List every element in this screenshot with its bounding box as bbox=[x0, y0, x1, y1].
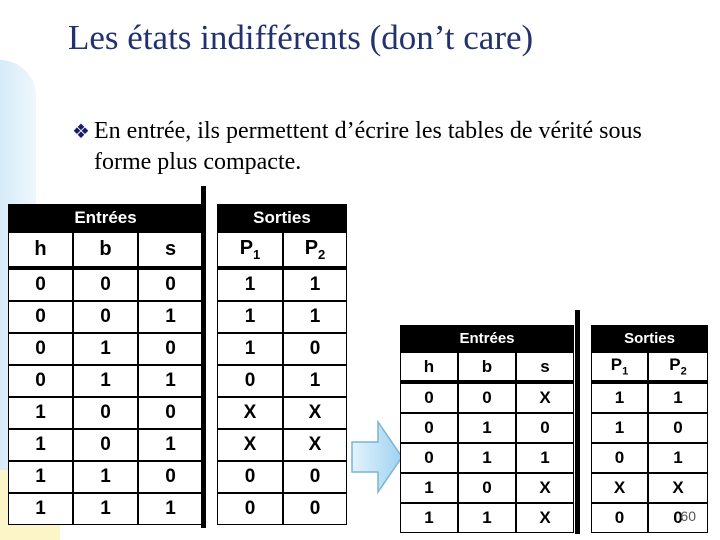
table-cell: 0 bbox=[217, 461, 283, 493]
column-header: $P_1$ bbox=[217, 232, 283, 269]
table-cell: 0 bbox=[283, 461, 347, 493]
group-header-outputs: Sorties bbox=[591, 325, 708, 352]
column-header: b bbox=[73, 232, 138, 269]
group-header-outputs: Sorties bbox=[217, 204, 347, 232]
column-header: $P_2$ bbox=[283, 232, 347, 269]
table-cell: 0 bbox=[8, 333, 73, 365]
table-row bbox=[8, 461, 347, 493]
table-cell: 1 bbox=[138, 429, 203, 461]
column-header: $P_2$ bbox=[648, 352, 708, 383]
table-cell: 1 bbox=[8, 461, 73, 493]
column-header: $P_1$ bbox=[591, 352, 648, 383]
table-cell: 1 bbox=[217, 333, 283, 365]
table-cell: 0 bbox=[400, 383, 458, 413]
table-cell: 1 bbox=[400, 503, 458, 533]
table-row bbox=[8, 333, 347, 365]
table-cell: 0 bbox=[516, 413, 574, 443]
table-cell: X bbox=[591, 473, 648, 503]
table-cell: 0 bbox=[217, 365, 283, 397]
table-cell: X bbox=[217, 397, 283, 429]
column-header: h bbox=[8, 232, 73, 269]
table-cell: 1 bbox=[458, 413, 516, 443]
bullet-text: En entrée, ils permettent d’écrire les tables de vérité sous forme plus compacte. bbox=[94, 118, 642, 175]
diamond-bullet-icon: ❖ bbox=[72, 121, 90, 143]
table-cell: 0 bbox=[648, 413, 708, 443]
table-cell: 0 bbox=[458, 473, 516, 503]
table-cell: 1 bbox=[283, 269, 347, 301]
table-row bbox=[8, 493, 347, 525]
table-row bbox=[400, 503, 708, 533]
table-cell: 1 bbox=[648, 443, 708, 473]
table-cell: X bbox=[648, 473, 708, 503]
table-cell: 0 bbox=[8, 269, 73, 301]
table-cell: 1 bbox=[73, 461, 138, 493]
table-cell: 0 bbox=[73, 301, 138, 333]
page-number: 60 bbox=[680, 508, 696, 524]
table-cell: 1 bbox=[283, 365, 347, 397]
table-row bbox=[400, 383, 708, 413]
table-cell: 0 bbox=[283, 333, 347, 365]
table-cell: 0 bbox=[400, 443, 458, 473]
table-row bbox=[8, 429, 347, 461]
table-cell: 1 bbox=[8, 429, 73, 461]
table-cell: 1 bbox=[8, 397, 73, 429]
table-cell: X bbox=[217, 429, 283, 461]
table-cell: 0 bbox=[8, 301, 73, 333]
group-header-inputs: Entrées bbox=[8, 204, 203, 232]
table-cell: 0 bbox=[458, 383, 516, 413]
table-cell: 0 bbox=[591, 443, 648, 473]
table-cell: 1 bbox=[591, 413, 648, 443]
table-row bbox=[8, 397, 347, 429]
table-divider-line bbox=[575, 310, 580, 534]
table-divider-line bbox=[201, 186, 206, 528]
table-row bbox=[8, 365, 347, 397]
table-cell: 1 bbox=[283, 301, 347, 333]
table-cell: 0 bbox=[138, 269, 203, 301]
table-cell: 1 bbox=[73, 365, 138, 397]
table-cell: 1 bbox=[516, 443, 574, 473]
truth-table-full bbox=[8, 204, 347, 525]
table-cell: 0 bbox=[648, 503, 708, 533]
column-header: h bbox=[400, 352, 458, 383]
column-header: s bbox=[138, 232, 203, 269]
table-row bbox=[400, 473, 708, 503]
table-cell: 1 bbox=[73, 493, 138, 525]
truth-table-compact bbox=[400, 325, 708, 533]
table-cell: 1 bbox=[217, 301, 283, 333]
table-cell: 1 bbox=[138, 365, 203, 397]
table-cell: 0 bbox=[73, 269, 138, 301]
table-cell: X bbox=[283, 397, 347, 429]
table-row bbox=[8, 301, 347, 333]
table-cell: 0 bbox=[73, 397, 138, 429]
table-cell: 1 bbox=[648, 383, 708, 413]
table-cell: X bbox=[516, 473, 574, 503]
table-cell: X bbox=[283, 429, 347, 461]
column-header: s bbox=[516, 352, 574, 383]
group-header-inputs: Entrées bbox=[400, 325, 574, 352]
column-header-row bbox=[400, 352, 708, 383]
table-cell: 0 bbox=[138, 397, 203, 429]
table-row bbox=[400, 443, 708, 473]
bullet-point bbox=[72, 116, 702, 178]
table-cell: 1 bbox=[138, 493, 203, 525]
table-cell: 1 bbox=[458, 503, 516, 533]
table-cell: 0 bbox=[73, 429, 138, 461]
table-cell: 0 bbox=[138, 461, 203, 493]
table-row bbox=[8, 269, 347, 301]
table-cell: 0 bbox=[138, 333, 203, 365]
column-header: b bbox=[458, 352, 516, 383]
table-cell: 1 bbox=[458, 443, 516, 473]
table-cell: 1 bbox=[591, 383, 648, 413]
table-cell: 0 bbox=[400, 413, 458, 443]
table-cell: 1 bbox=[138, 301, 203, 333]
column-header-row bbox=[8, 232, 347, 269]
table-cell: X bbox=[516, 383, 574, 413]
table-cell: 1 bbox=[8, 493, 73, 525]
table-cell: 0 bbox=[283, 493, 347, 525]
table-cell: 1 bbox=[73, 333, 138, 365]
table-cell: X bbox=[516, 503, 574, 533]
table-cell: 0 bbox=[217, 493, 283, 525]
slide-title: Les états indifférents (don’t care) bbox=[68, 18, 534, 57]
table-cell: 1 bbox=[217, 269, 283, 301]
table-cell: 0 bbox=[591, 503, 648, 533]
table-cell: 1 bbox=[400, 473, 458, 503]
right-arrow-icon bbox=[350, 420, 404, 494]
table-cell: 0 bbox=[8, 365, 73, 397]
table-row bbox=[400, 413, 708, 443]
